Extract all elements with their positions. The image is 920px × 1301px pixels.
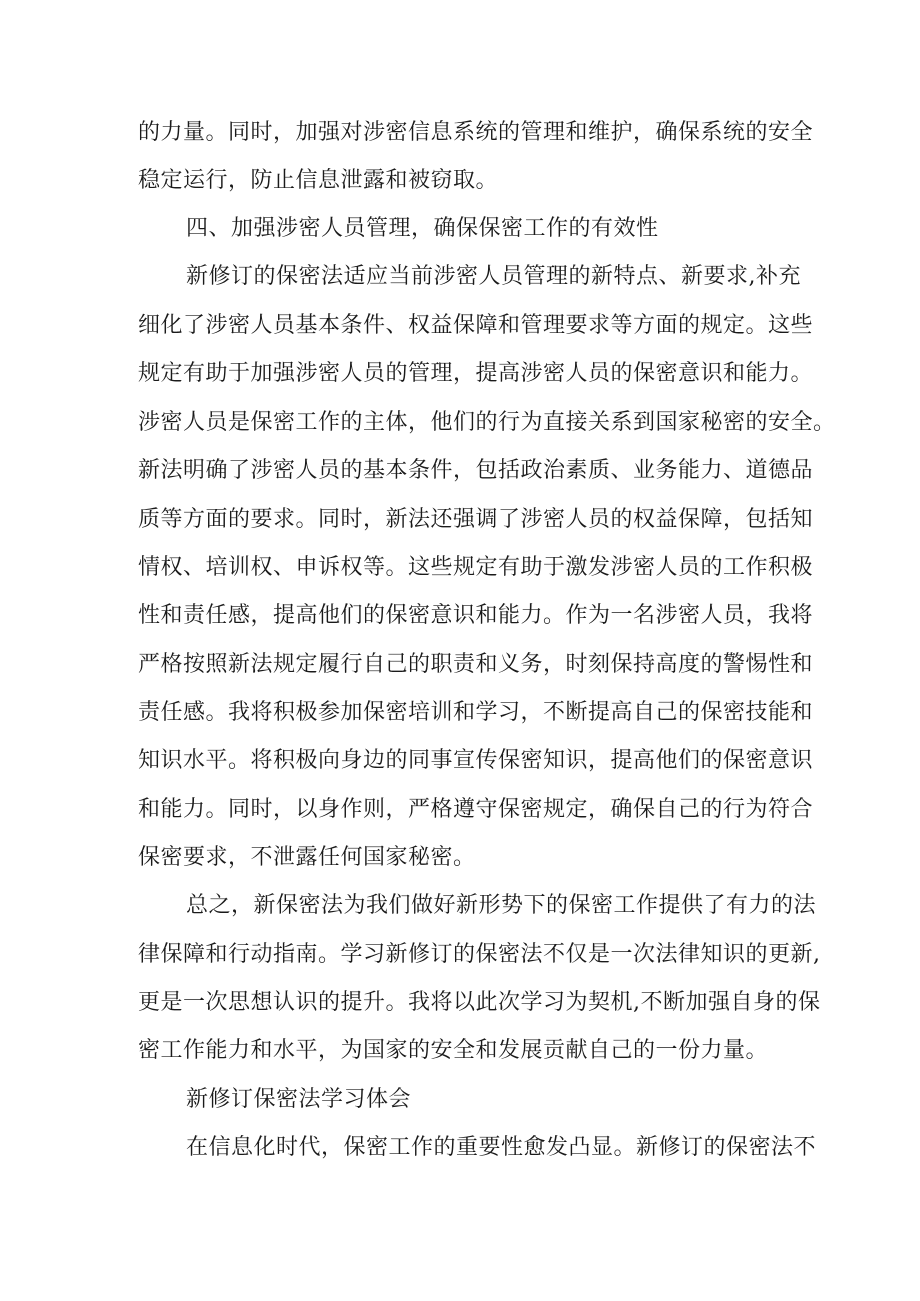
text-line: 密工作能力和水平，为国家的安全和发展贡献自己的一份力量。 [138,1038,769,1063]
article-title: 新修订保密法学习体会 [186,1087,412,1112]
text-line: 严格按照新法规定履行自己的职责和义务，时刻保持高度的警惕性和 [138,652,814,677]
section-heading: 四、加强涉密人员管理，确保保密工作的有效性 [186,216,659,241]
text-line: 的力量。同时，加强对涉密信息系统的管理和维护，确保系统的安全 [138,120,814,145]
text-line: 律保障和行动指南。学习新修订的保密法不仅是一次法律知识的更新, [138,942,821,967]
text-line: 责任感。我将积极参加保密培训和学习，不断提高自己的保密技能和 [138,700,814,725]
text-line: 稳定运行，防止信息泄露和被窃取。 [138,168,499,193]
text-line: 更是一次思想认识的提升。我将以此次学习为契机,不断加强自身的保 [138,990,821,1015]
text-line: 性和责任感，提高他们的保密意识和能力。作为一名涉密人员，我将 [138,603,814,628]
text-line: 总之，新保密法为我们做好新形势下的保密工作提供了有力的法 [186,893,817,918]
text-line: 新法明确了涉密人员的基本条件，包括政治素质、业务能力、道德品 [138,458,814,483]
text-line: 保密要求，不泄露任何国家秘密。 [138,845,476,870]
text-line: 在信息化时代，保密工作的重要性愈发凸显。新修订的保密法不 [186,1135,817,1160]
text-line: 情权、培训权、申诉权等。这些规定有助于激发涉密人员的工作积极 [138,555,814,580]
text-line: 细化了涉密人员基本条件、权益保障和管理要求等方面的规定。这些 [138,313,814,338]
text-line: 新修订的保密法适应当前涉密人员管理的新特点、新要求,补充 [186,264,801,289]
text-line: 知识水平。将积极向身边的同事宣传保密知识，提高他们的保密意识 [138,748,814,773]
text-line: 规定有助于加强涉密人员的管理，提高涉密人员的保密意识和能力。 [138,361,814,386]
text-line: 涉密人员是保密工作的主体，他们的行为直接关系到国家秘密的安全。 [138,410,836,435]
text-line: 质等方面的要求。同时，新法还强调了涉密人员的权益保障，包括知 [138,507,814,532]
text-line: 和能力。同时，以身作则，严格遵守保密规定，确保自己的行为符合 [138,797,814,822]
